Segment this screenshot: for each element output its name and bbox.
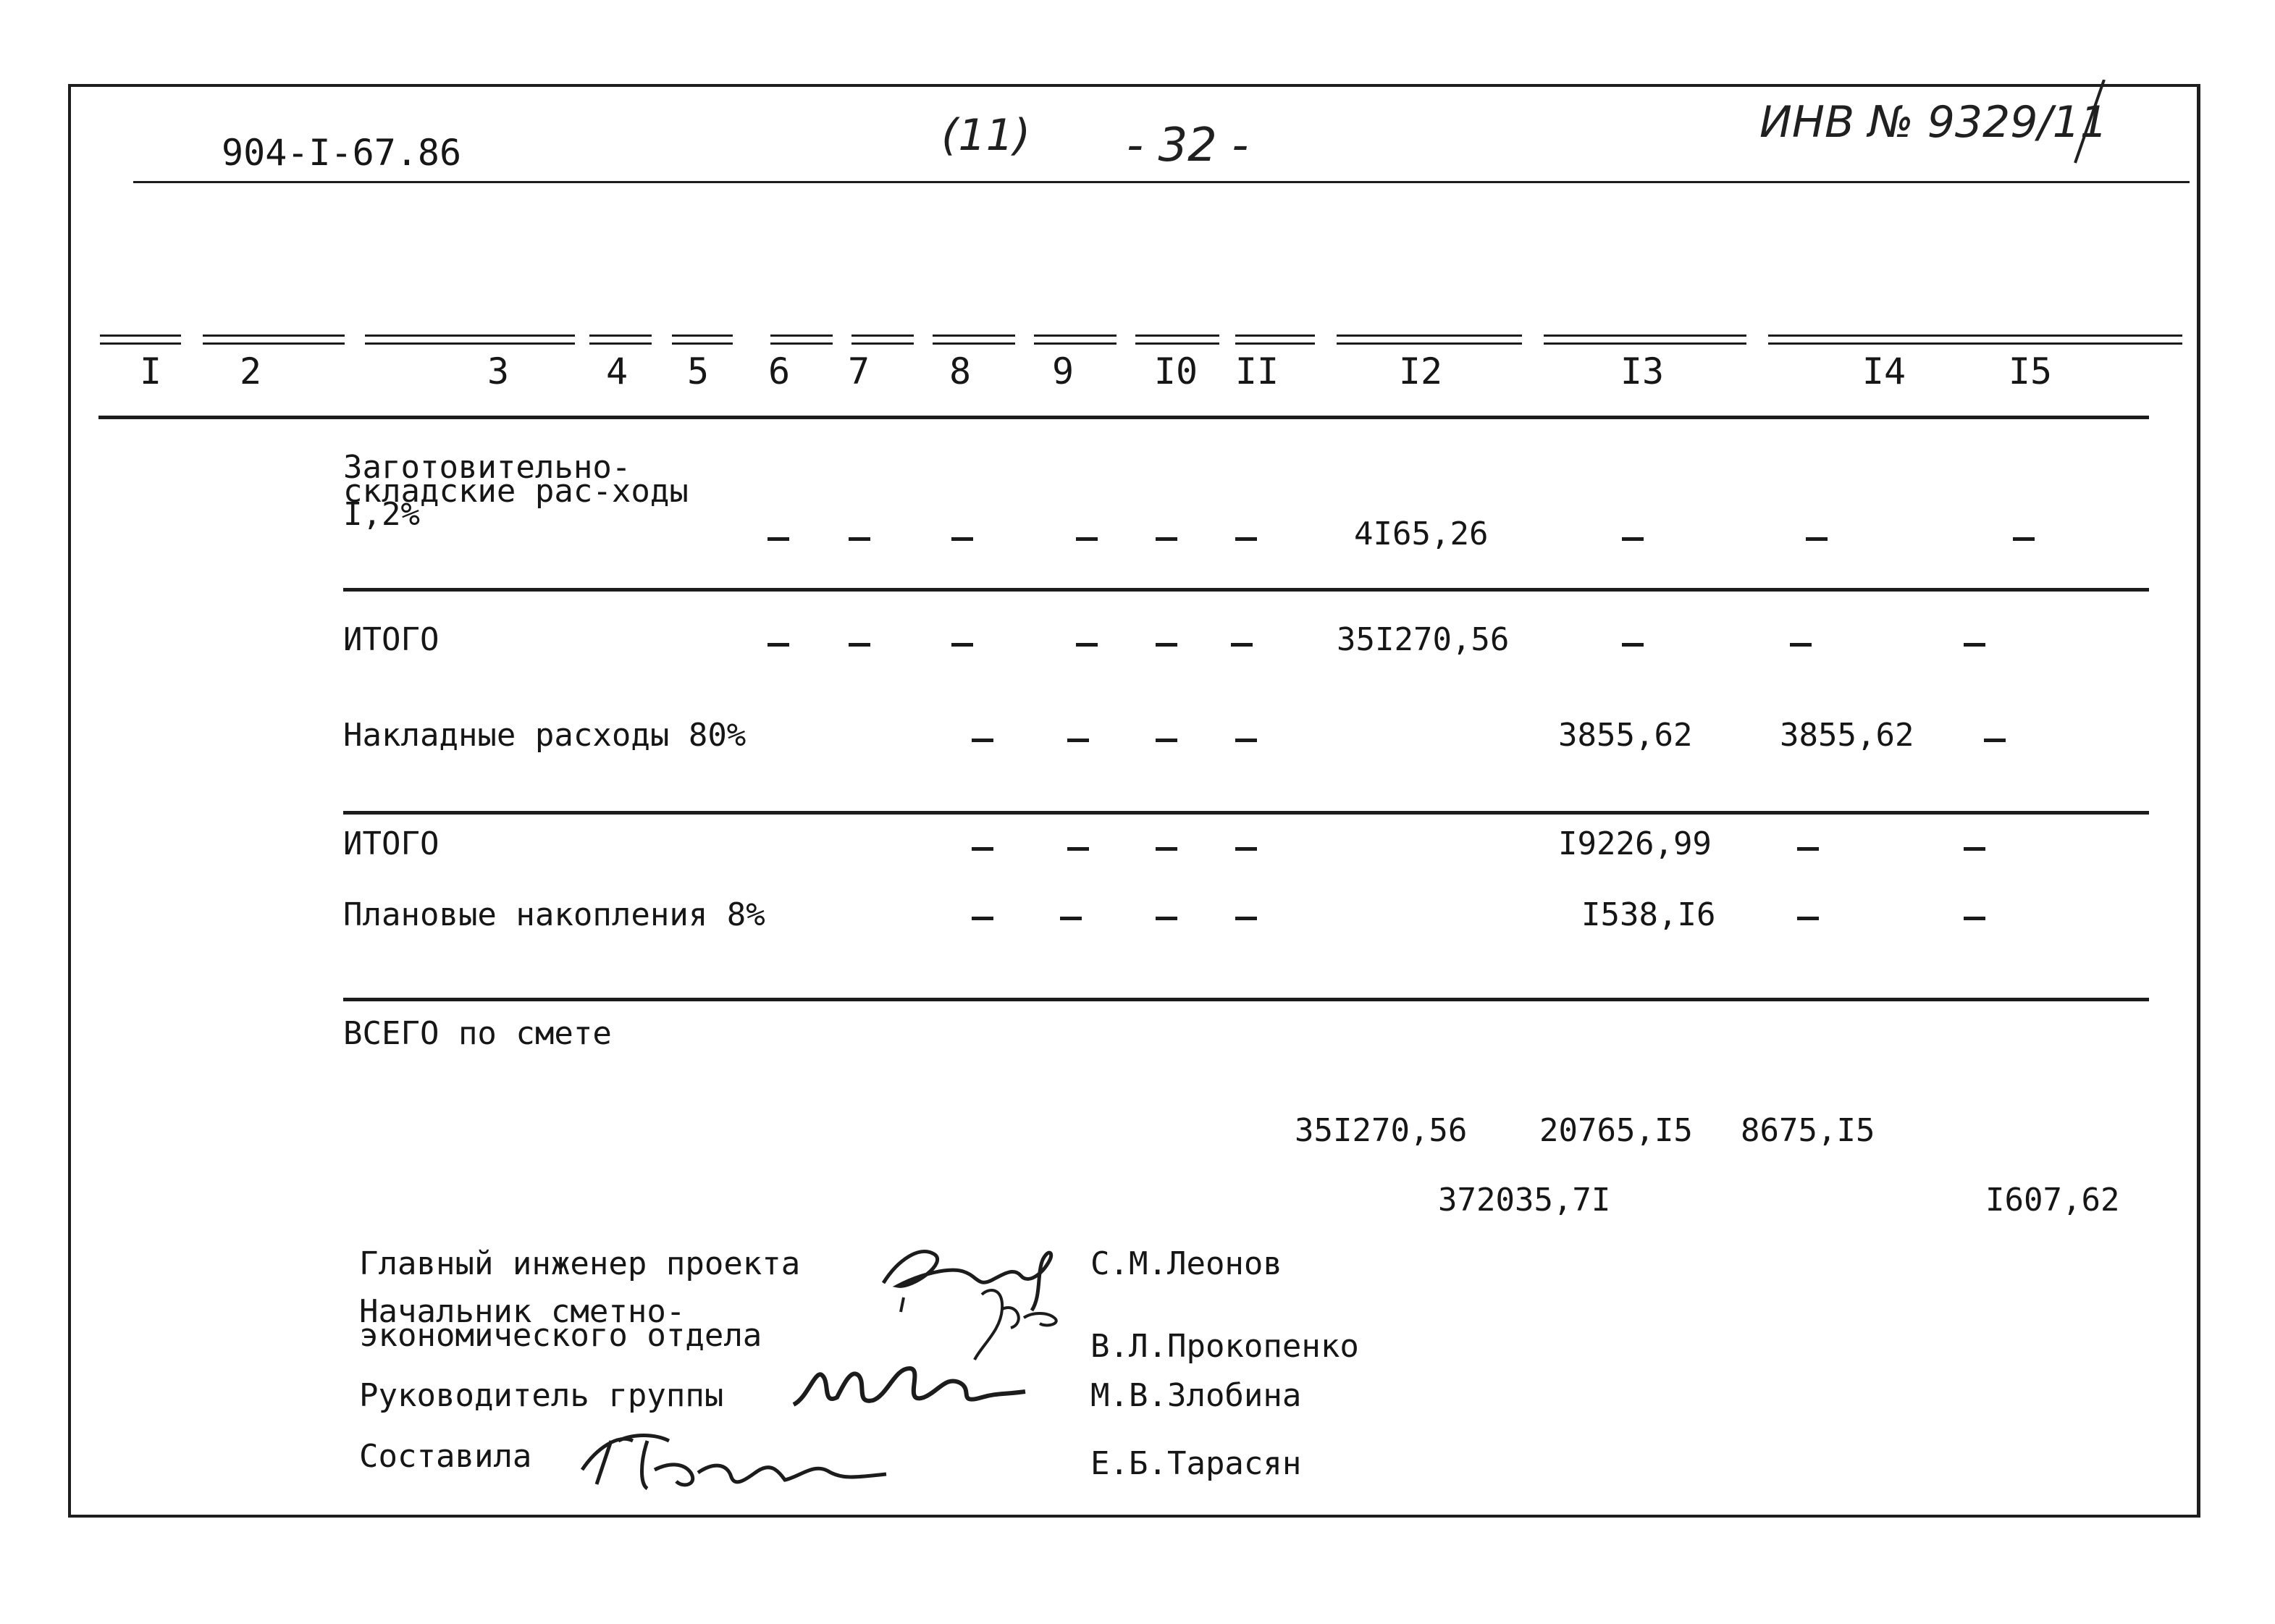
dash — [1156, 643, 1177, 647]
col-bar — [1971, 335, 2182, 345]
dash — [951, 643, 973, 647]
document-code: 904-I-67.86 — [222, 132, 462, 174]
signature-role: Главный инженер проекта — [359, 1245, 801, 1282]
col-bar — [203, 335, 345, 345]
dash — [1235, 537, 1257, 541]
col-bar — [933, 335, 1015, 345]
dash — [1076, 537, 1098, 541]
dash — [1806, 537, 1828, 541]
table-header-rule — [98, 416, 2149, 419]
row-label-zagot: Заготовительно-складские рас-ходы I,2% — [343, 449, 689, 534]
nakl-col14-value: 3855,62 — [1780, 717, 1914, 754]
dash — [1235, 847, 1257, 851]
col-bar — [1544, 335, 1746, 345]
section-rule — [343, 811, 2149, 815]
signature-name: Е.Б.Тарасян — [1090, 1445, 1302, 1482]
signature-zlobina — [786, 1339, 1047, 1426]
dash — [1235, 739, 1257, 742]
dash — [768, 537, 789, 541]
dash — [1622, 537, 1644, 541]
section-rule — [343, 588, 2149, 592]
dash — [1067, 847, 1089, 851]
dash — [1797, 847, 1819, 851]
dash — [951, 537, 973, 541]
vsego-total-value: 372035,7I — [1438, 1182, 1611, 1219]
header-rule — [133, 181, 2190, 183]
dash — [1156, 917, 1177, 920]
dash — [849, 537, 870, 541]
vsego-col15-value: I607,62 — [1985, 1182, 2120, 1219]
column-number: I4 — [1862, 350, 1906, 392]
column-number: 2 — [239, 350, 262, 392]
dash — [1622, 643, 1644, 647]
col-bar — [1768, 335, 1971, 345]
dash — [1964, 917, 1985, 920]
col-bar — [1235, 335, 1315, 345]
column-number: 3 — [487, 350, 510, 392]
dash — [768, 643, 789, 647]
signature-name: С.М.Леонов — [1090, 1245, 1282, 1282]
signature-tarasyan — [568, 1419, 901, 1506]
vsego-col14-value: 8675,I5 — [1741, 1112, 1875, 1149]
slash-mark — [2061, 80, 2119, 167]
column-number: 6 — [768, 350, 791, 392]
dash — [1964, 643, 1985, 647]
column-number: I3 — [1620, 350, 1665, 392]
dash — [849, 643, 870, 647]
col-bar — [851, 335, 914, 345]
column-number: I2 — [1398, 350, 1443, 392]
row-label-plan: Плановые накопления 8% — [343, 896, 765, 933]
dash — [972, 847, 993, 851]
dash — [1797, 917, 1819, 920]
page-number: - 32 - — [1127, 119, 1249, 172]
signature-role: Руководитель группы — [359, 1377, 724, 1414]
vsego-col13-value: 20765,I5 — [1539, 1112, 1693, 1149]
dash — [1790, 643, 1812, 647]
signature-name: В.Л.Прокопенко — [1090, 1328, 1359, 1365]
col-bar — [1337, 335, 1522, 345]
dash — [1231, 643, 1253, 647]
col-bar — [1034, 335, 1117, 345]
column-number: 8 — [949, 350, 972, 392]
column-number: 9 — [1051, 350, 1075, 392]
dash — [972, 739, 993, 742]
col-bar — [770, 335, 833, 345]
dash — [2013, 537, 2035, 541]
signature-role: Составила — [359, 1438, 532, 1475]
column-number: 7 — [847, 350, 870, 392]
col-bar — [100, 335, 181, 345]
col-bar — [365, 335, 575, 345]
column-number: 4 — [605, 350, 628, 392]
row-label-vsego: ВСЕГО по смете — [343, 1015, 612, 1052]
dash — [1984, 739, 2006, 742]
sheet-mark: (11) — [941, 110, 1031, 161]
dash — [1067, 739, 1089, 742]
column-number: 5 — [686, 350, 710, 392]
column-number: I0 — [1153, 350, 1198, 392]
col-bar — [672, 335, 733, 345]
dash — [1060, 917, 1082, 920]
dash — [1156, 847, 1177, 851]
nakl-col13-value: 3855,62 — [1558, 717, 1693, 754]
col-bar — [589, 335, 652, 345]
vsego-col12-value: 35I270,56 — [1295, 1112, 1468, 1149]
col-bar — [1135, 335, 1219, 345]
column-number: I5 — [2008, 350, 2053, 392]
signature-role: Начальник сметно-экономического отдела — [359, 1293, 762, 1354]
dash — [1156, 537, 1177, 541]
signature-name: М.В.Злобина — [1090, 1377, 1302, 1414]
itogo2-col13-value: I9226,99 — [1558, 825, 1712, 862]
plan-col13-value: I538,I6 — [1581, 896, 1716, 933]
section-rule — [343, 998, 2149, 1001]
row-label-itogo: ИТОГО — [343, 621, 440, 658]
dash — [1964, 847, 1985, 851]
column-number: I — [139, 350, 162, 392]
dash — [1235, 917, 1257, 920]
row-label-itogo: ИТОГО — [343, 825, 440, 862]
dash — [972, 917, 993, 920]
inventory-number: ИНВ № 9329/11 — [1759, 97, 2108, 148]
zagot-col12-value: 4I65,26 — [1354, 516, 1489, 552]
column-number: II — [1235, 350, 1279, 392]
row-label-nakl: Накладные расходы 80% — [343, 717, 747, 754]
dash — [1156, 739, 1177, 742]
itogo1-col12-value: 35I270,56 — [1337, 621, 1510, 658]
dash — [1076, 643, 1098, 647]
